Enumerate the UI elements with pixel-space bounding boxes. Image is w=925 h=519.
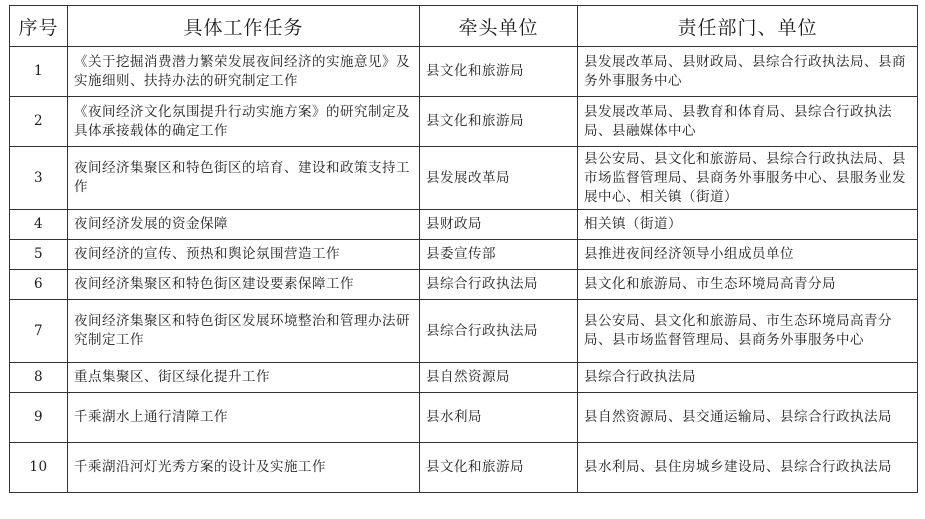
row-index: 1	[10, 47, 68, 97]
row-task: 千乘湖沿河灯光秀方案的设计及实施工作	[68, 443, 420, 493]
row-lead-unit: 县发展改革局	[420, 147, 578, 210]
table-row	[10, 97, 918, 147]
row-task: 《关于挖掘消费潜力繁荣发展夜间经济的实施意见》及实施细则、扶持办法的研究制定工作	[68, 47, 420, 97]
row-index: 2	[10, 97, 68, 147]
table-row	[10, 363, 918, 393]
row-task: 夜间经济的宣传、预热和舆论氛围营造工作	[68, 240, 420, 270]
row-task: 夜间经济集聚区和特色街区建设要素保障工作	[68, 270, 420, 300]
row-lead-unit: 县文化和旅游局	[420, 47, 578, 97]
row-responsible-units: 县综合行政执法局	[578, 363, 918, 393]
table-row	[10, 270, 918, 300]
table-row	[10, 47, 918, 97]
task-table	[9, 5, 918, 493]
row-responsible-units: 县推进夜间经济领导小组成员单位	[578, 240, 918, 270]
row-responsible-units: 县公安局、县文化和旅游局、市生态环境局高青分局、县市场监督管理局、县商务外事服务中心	[578, 300, 918, 363]
row-lead-unit: 县自然资源局	[420, 363, 578, 393]
row-lead-unit: 县文化和旅游局	[420, 443, 578, 493]
row-responsible-units: 县发展改革局、县教育和体育局、县综合行政执法局、县融媒体中心	[578, 97, 918, 147]
row-responsible-units: 县公安局、县文化和旅游局、县综合行政执法局、县市场监督管理局、县商务外事服务中心、县服务业发展中心、相关镇（街道）	[578, 147, 918, 210]
row-task: 夜间经济集聚区和特色街区发展环境整治和管理办法研究制定工作	[68, 300, 420, 363]
row-index: 5	[10, 240, 68, 270]
table-row	[10, 240, 918, 270]
row-responsible-units: 县自然资源局、县交通运输局、县综合行政执法局	[578, 393, 918, 443]
row-task: 千乘湖水上通行清障工作	[68, 393, 420, 443]
row-lead-unit: 县委宣传部	[420, 240, 578, 270]
table-row	[10, 443, 918, 493]
row-lead-unit: 县财政局	[420, 210, 578, 240]
header-index: 序号	[10, 6, 68, 47]
row-index: 6	[10, 270, 68, 300]
row-index: 7	[10, 300, 68, 363]
table-row	[10, 300, 918, 363]
header-responsible-units: 责任部门、单位	[578, 6, 918, 47]
row-index: 8	[10, 363, 68, 393]
row-lead-unit: 县文化和旅游局	[420, 97, 578, 147]
row-lead-unit: 县综合行政执法局	[420, 300, 578, 363]
header-lead-unit: 牵头单位	[420, 6, 578, 47]
table-row	[10, 147, 918, 210]
row-index: 3	[10, 147, 68, 210]
row-responsible-units: 相关镇（街道）	[578, 210, 918, 240]
row-index: 4	[10, 210, 68, 240]
row-task: 重点集聚区、街区绿化提升工作	[68, 363, 420, 393]
table-header-row	[10, 6, 918, 47]
row-task: 《夜间经济文化氛围提升行动实施方案》的研究制定及具体承接载体的确定工作	[68, 97, 420, 147]
row-lead-unit: 县综合行政执法局	[420, 270, 578, 300]
row-responsible-units: 县文化和旅游局、市生态环境局高青分局	[578, 270, 918, 300]
row-responsible-units: 县水利局、县住房城乡建设局、县综合行政执法局	[578, 443, 918, 493]
row-task: 夜间经济集聚区和特色街区的培育、建设和政策支持工作	[68, 147, 420, 210]
table-row	[10, 210, 918, 240]
table-row	[10, 393, 918, 443]
row-task: 夜间经济发展的资金保障	[68, 210, 420, 240]
row-index: 9	[10, 393, 68, 443]
header-task: 具体工作任务	[68, 6, 420, 47]
row-responsible-units: 县发展改革局、县财政局、县综合行政执法局、县商务外事服务中心	[578, 47, 918, 97]
row-index: 10	[10, 443, 68, 493]
row-lead-unit: 县水利局	[420, 393, 578, 443]
